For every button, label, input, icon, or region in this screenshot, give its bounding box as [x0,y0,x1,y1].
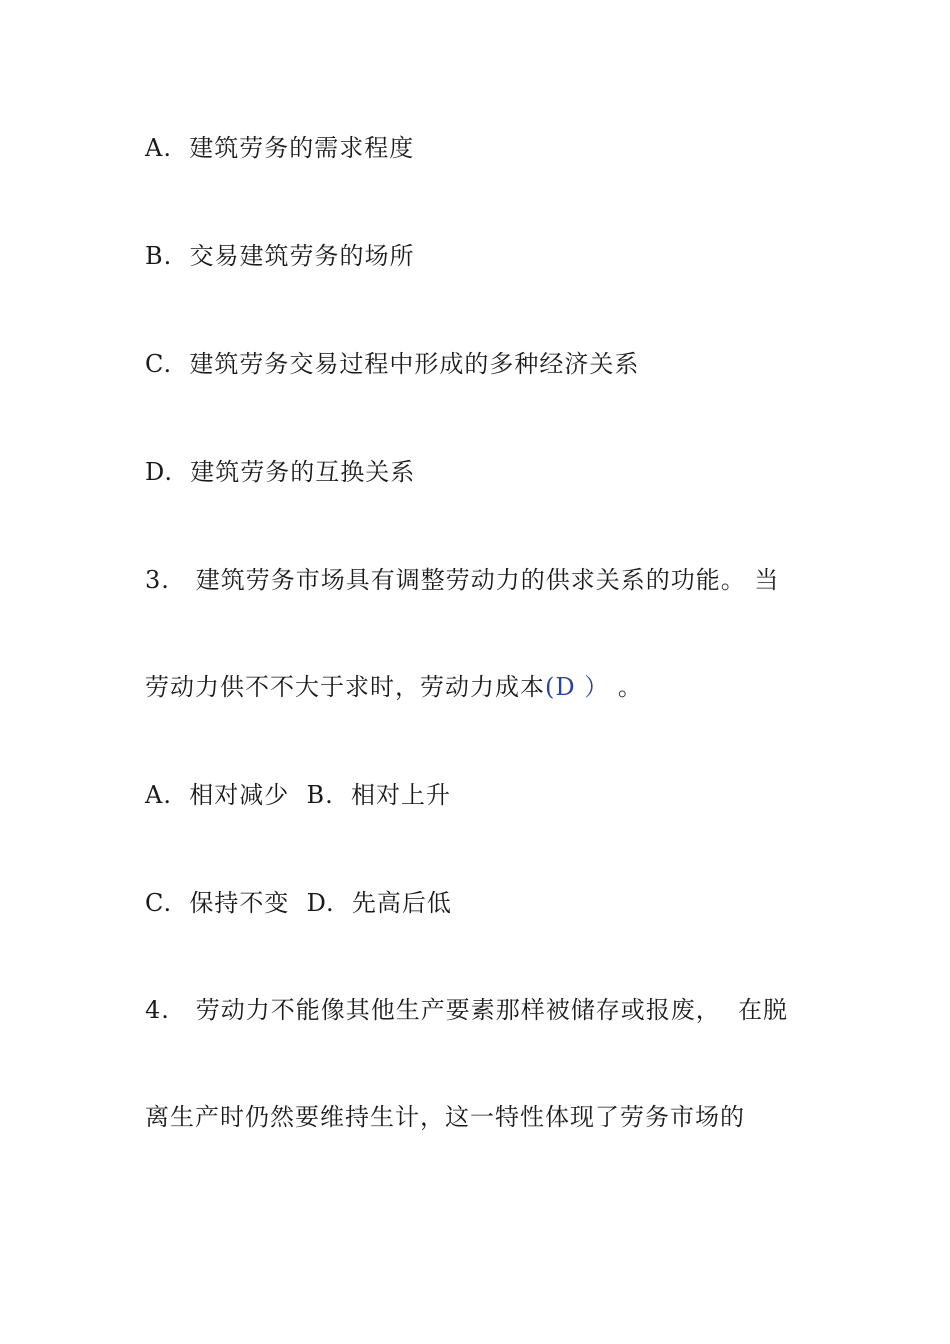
question-3-line-1: 3. 建筑劳务市场具有调整劳动力的供求关系的功能。 当 [145,566,780,594]
question-3-text: 劳动力供不不大于求时，劳动力成本 [145,673,545,701]
question-4-line-1: 4. 劳动力不能像其他生产要素那样被储存或报废， 在脱 [145,996,789,1024]
question-4-line-2: 离生产时仍然要维持生计，这一特性体现了劳务市场的 [145,1103,745,1131]
question-3-options-ab: A. 相对减少 B. 相对上升 [145,781,451,809]
option-a-line: A. 建筑劳务的需求程度 [145,134,415,162]
option-b-line: B. 交易建筑劳务的场所 [145,242,415,270]
question-3-line-2 [145,672,643,702]
question-3-options-cd: C. 保持不变 D. 先高后低 [145,889,452,917]
question-3-end-punct: 。 [609,673,643,701]
question-3-answer: (D ） [545,673,610,701]
option-d-line: D. 建筑劳务的互换关系 [145,458,416,486]
option-c-line: C. 建筑劳务交易过程中形成的多种经济关系 [145,350,640,378]
